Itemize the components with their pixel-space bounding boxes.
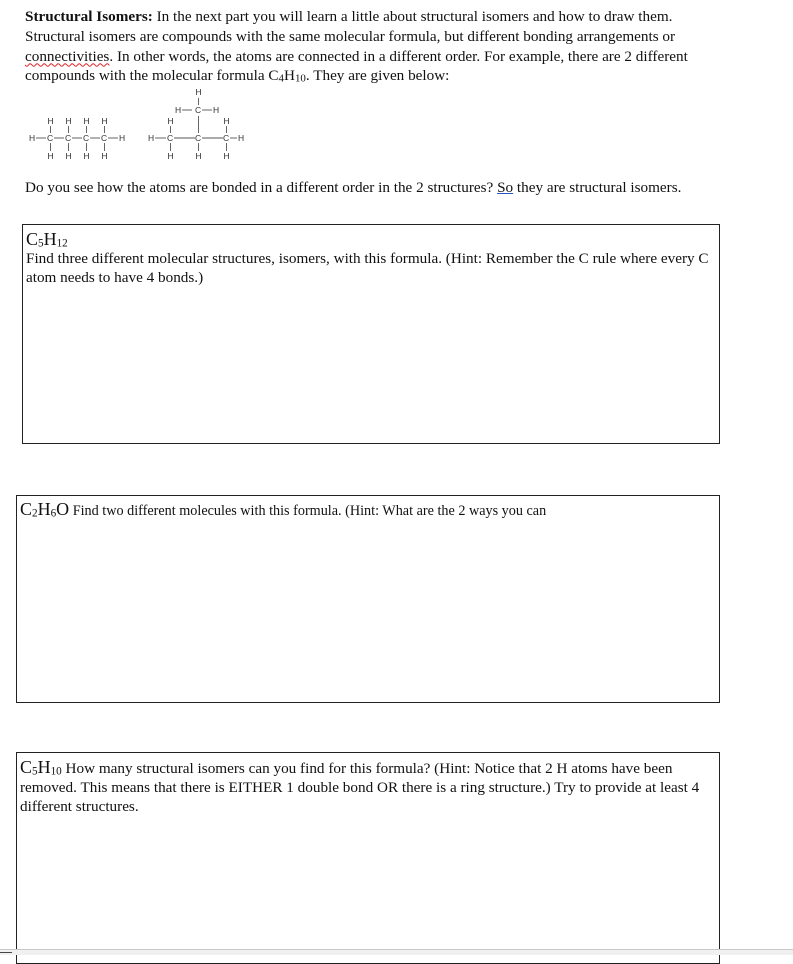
grammar-flag-word[interactable]: So (497, 179, 514, 196)
question-paragraph (25, 178, 765, 197)
hydrogen-atom-label: H (83, 151, 90, 161)
hydrogen-atom-label: H (195, 151, 202, 161)
carbon-atom-label: C (65, 133, 72, 143)
isomer-diagram (28, 86, 258, 166)
hydrogen-atom-label: H (83, 116, 90, 126)
carbon-atom-label: C (195, 133, 202, 143)
formula-h-subscript: 10 (294, 73, 306, 86)
hydrogen-atom-label: H (101, 151, 108, 161)
question-text-1: Do you see how the atoms are bonded in a different order in the 2 structures? (25, 179, 498, 196)
hydrogen-atom-label: H (223, 116, 230, 126)
hydrogen-atom-label: H (148, 133, 155, 143)
intro-text-3: . They are given below: (305, 67, 450, 85)
carbon-atom-label: C (167, 133, 174, 143)
box-instructions: How many structural isomers can you find for this formula? (Hint: Notice that 2 H atoms have been removed. This means that there is EITHER 1 double bond OR there is a ring structure.) Try to provide at least 4 different structures. (20, 760, 700, 815)
question-text-2: they are structural isomers. (513, 179, 682, 196)
hydrogen-atom-label: H (167, 151, 174, 161)
hydrogen-atom-label: H (65, 116, 72, 126)
box-instructions: Find two different molecules with this formula. (Hint: What are the 2 ways you can (69, 503, 547, 519)
intro-paragraph (25, 7, 725, 86)
hydrogen-atom-label: H (238, 133, 245, 143)
status-strip (0, 950, 793, 955)
hydrogen-atom-label: H (47, 116, 54, 126)
intro-text-2: . In other words, the atoms are connected in a different order. For example, there are 2 different compounds with the molecular formula C (25, 47, 688, 85)
hydrogen-atom-label: H (167, 116, 174, 126)
carbon-atom-label: C (47, 133, 54, 143)
carbon-atom-label: C (101, 133, 108, 143)
carbon-atom-label: C (195, 105, 202, 115)
hydrogen-atom-label: H (119, 133, 126, 143)
intro-heading: Structural Isomers: (25, 8, 153, 25)
hydrogen-atom-label: H (101, 116, 108, 126)
answer-box-c5h10[interactable] (16, 752, 720, 964)
hydrogen-atom-label: H (213, 105, 220, 115)
formula-label: $C_5H_{12}$ (26, 229, 68, 250)
answer-box-c2h6o[interactable] (16, 495, 720, 703)
box-instructions: Find three different molecular structures, isomers, with this formula. (Hint: Remember the C rule where every C atom needs to have 4 bonds.) (26, 250, 709, 286)
hydrogen-atom-label: H (47, 151, 54, 161)
hydrogen-atom-label: H (29, 133, 36, 143)
hydrogen-atom-label: H (223, 151, 230, 161)
hydrogen-atom-label: H (175, 105, 182, 115)
isobutane-structure (148, 87, 244, 161)
n-butane-structure (29, 116, 125, 161)
carbon-atom-label: C (223, 133, 230, 143)
formula-label: $C_2H_6O$ (20, 499, 70, 520)
formula-h: H (283, 67, 295, 85)
formula-label: $C_5H_{10}$ (20, 757, 62, 778)
butane-isomers-figure (28, 86, 258, 166)
intro-text-1: In the next part you will learn a little about structural isomers and how to draw them. Structural isomers are compounds with the same molecular formula, but different bonding arrangements or (25, 8, 676, 45)
hydrogen-atom-label: H (65, 151, 72, 161)
answer-box-c5h12[interactable] (22, 224, 720, 444)
hydrogen-atom-label: H (195, 87, 202, 97)
carbon-atom-label: C (83, 133, 90, 143)
corner-mark (0, 952, 12, 953)
spellcheck-word[interactable]: connectivities (25, 47, 110, 65)
formula-c-subscript: 4 (278, 73, 284, 86)
